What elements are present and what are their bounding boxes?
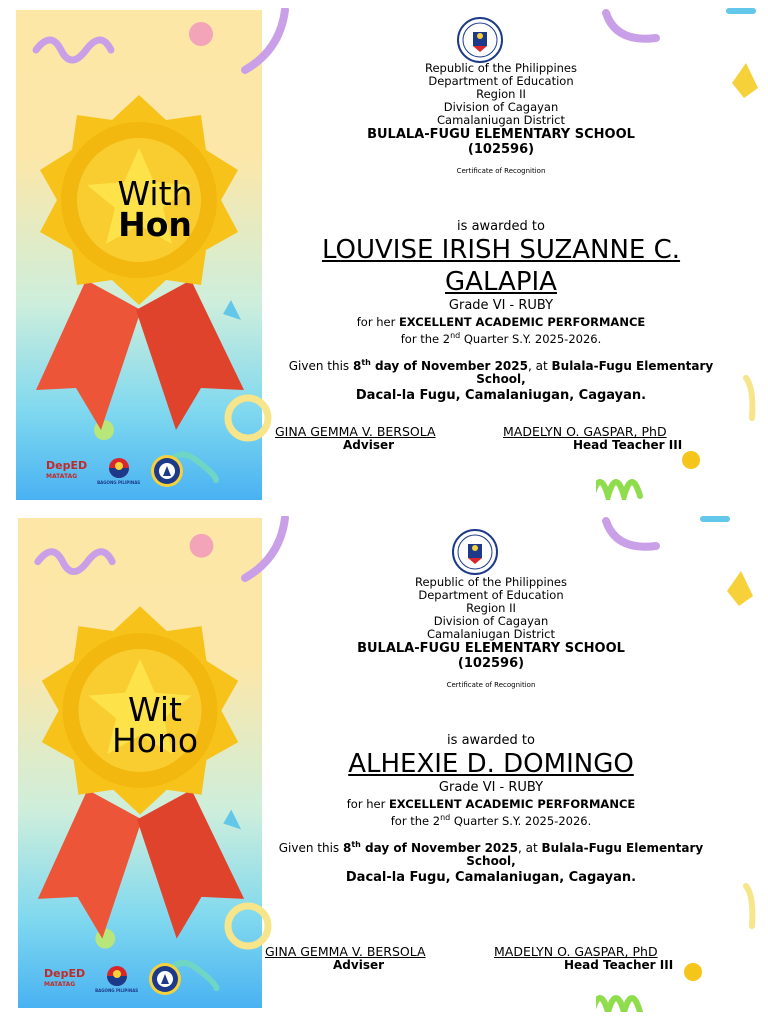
- partner-logos: [46, 454, 184, 488]
- grade-section: Grade VI - RUBY: [448, 298, 554, 313]
- certificate-body: Republic of the Philippines Department of Education Region II Division of Cagayan Camalaniugan District BULALA-FUGU ELEMENTARY SCHOOL (102596) Certificate of Recognition is awarded to ALHEXIE D. DOMINGO Grade VI - RUBY for her EXCELLENT ACADEMIC PERFORMANCE for the 2nd Quarter S.Y. 2025-2026. Given this 8th day of November 2025, at Bulala-Fugu Elementary School, Dacal-la Fugu, Camalaniugan, Cagayan.: [256, 576, 726, 885]
- bagong-pilipinas-logo: BAGONG PILIPINAS: [95, 965, 138, 993]
- awarded-to-text: is awarded to: [447, 733, 535, 748]
- medal-caption: With Hon: [117, 178, 193, 240]
- awarded-to-text: is awarded to: [457, 219, 545, 234]
- recipient-name-line-2: GALAPIA: [445, 267, 557, 297]
- head-teacher-signature: MADELYN O. GASPAR, PhD Head Teacher III: [503, 424, 683, 452]
- deped-seal-icon: [148, 962, 182, 996]
- given-line: Given this 8th day of November 2025, at Bulala-Fugu Elementary School,: [288, 357, 714, 386]
- certificate-type: Certificate of Recognition: [456, 167, 546, 175]
- adviser-signature: GINA GEMMA V. BERSOLA Adviser: [275, 424, 436, 452]
- school-id: (102596): [467, 142, 535, 157]
- adviser-signature: GINA GEMMA V. BERSOLA Adviser: [265, 944, 426, 972]
- deped-seal-icon: [453, 16, 507, 64]
- deped-logo: DepED MATATAG: [44, 967, 86, 988]
- grade-section: Grade VI - RUBY: [438, 780, 544, 795]
- certificate-type: Certificate of Recognition: [446, 681, 536, 689]
- certificate-1: [0, 0, 768, 500]
- given-line: Given this 8th day of November 2025, at Bulala-Fugu Elementary School,: [278, 839, 704, 868]
- award-line: for her EXCELLENT ACADEMIC PERFORMANCE: [346, 797, 636, 811]
- school-id: (102596): [457, 656, 525, 671]
- medal-caption: Wit Hono: [111, 694, 199, 756]
- recipient-name: ALHEXIE D. DOMINGO: [348, 749, 634, 779]
- partner-logos: [44, 962, 182, 996]
- head-teacher-signature: MADELYN O. GASPAR, PhD Head Teacher III: [494, 944, 674, 972]
- bagong-pilipinas-emblem-icon: [102, 965, 132, 987]
- bagong-pilipinas-emblem-icon: [104, 457, 134, 479]
- school-address: Dacal-la Fugu, Camalaniugan, Cagayan.: [355, 387, 647, 403]
- deped-seal-icon: [150, 454, 184, 488]
- certificate-2: [0, 512, 768, 1012]
- award-line: for her EXCELLENT ACADEMIC PERFORMANCE: [356, 315, 646, 329]
- certificate-body: Republic of the Philippines Department of Education Region II Division of Cagayan Camalaniugan District BULALA-FUGU ELEMENTARY SCHOOL (102596) Certificate of Recognition is awarded to LOUVISE IRISH SUZANNE C. GALAPIA Grade VI - RUBY for her EXCELLENT ACADEMIC PERFORMANCE for the 2nd Quarter S.Y. 2025-2026. Given this 8th day of November 2025, at Bulala-Fugu Elementary School, Dacal-la Fugu, Camalaniugan, Cagayan.: [266, 62, 736, 403]
- quarter-line: for the 2nd Quarter S.Y. 2025-2026.: [400, 331, 602, 346]
- school-name: BULALA-FUGU ELEMENTARY SCHOOL: [357, 641, 625, 656]
- school-address: Dacal-la Fugu, Camalaniugan, Cagayan.: [345, 869, 637, 885]
- deped-seal-icon: [448, 528, 502, 576]
- bagong-pilipinas-logo: BAGONG PILIPINAS: [97, 457, 140, 485]
- school-name: BULALA-FUGU ELEMENTARY SCHOOL: [367, 127, 635, 142]
- deped-logo: DepED MATATAG: [46, 459, 88, 480]
- recipient-name: LOUVISE IRISH SUZANNE C.: [321, 235, 681, 265]
- quarter-line: for the 2nd Quarter S.Y. 2025-2026.: [390, 813, 592, 828]
